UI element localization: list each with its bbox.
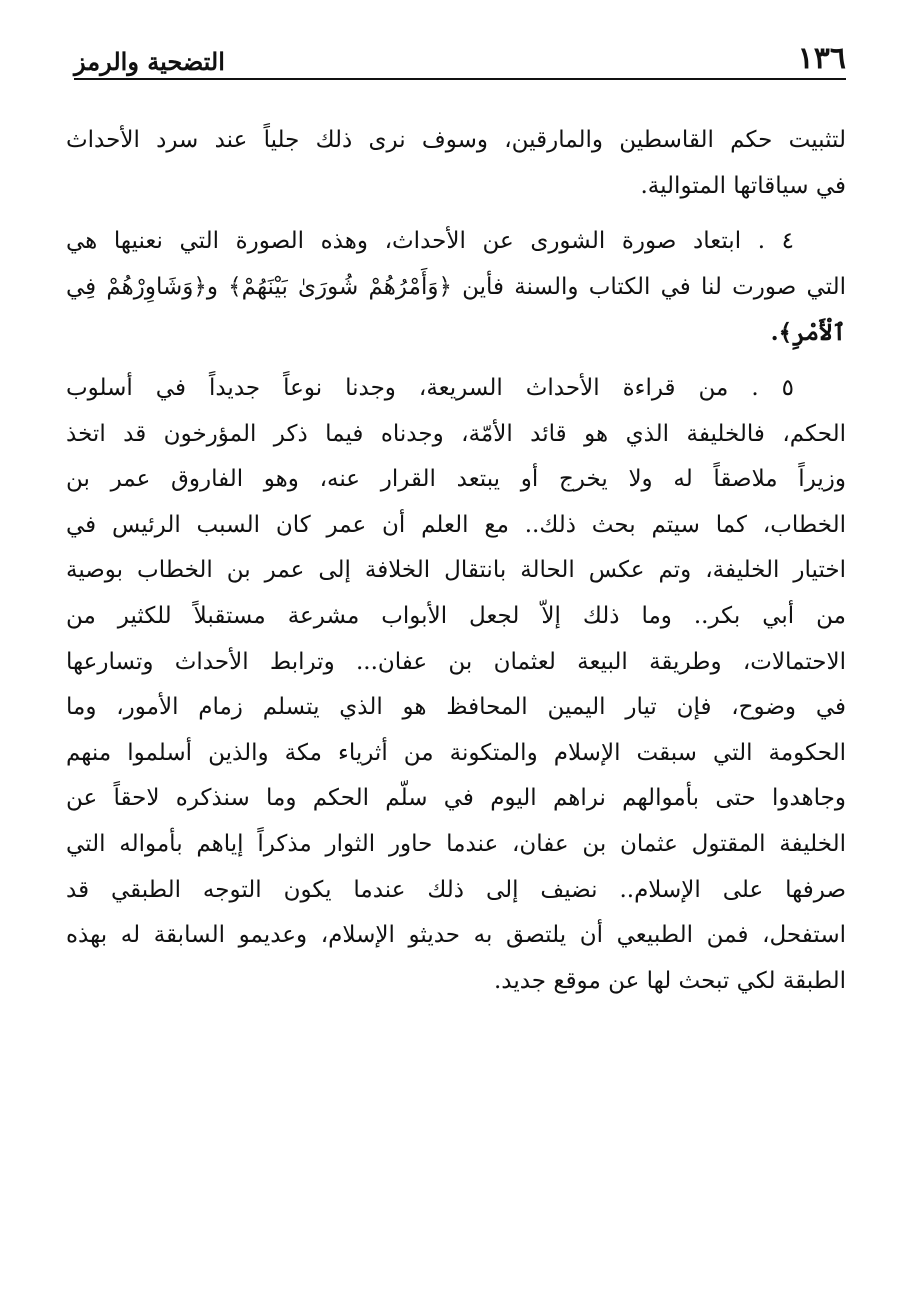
- paragraph-3: [66, 366, 846, 1004]
- text-line: ٥ . من قراءة الأحداث السريعة، وجدنا نوعاً جديداً في أسلوب: [66, 374, 794, 401]
- paragraph-2: [66, 219, 846, 356]
- text-line: في وضوح، فإن تيار اليمين المحافظ هو الذي يتسلم زمام الأمور، وما: [66, 694, 846, 721]
- text-line: اختيار الخليفة، وتم عكس الحالة بانتقال الخلافة إلى عمر بن الخطاب بوصية: [66, 557, 846, 584]
- text-line: التي صورت لنا في الكتاب والسنة فأين ﴿وَأَمْرُهُمْ شُورَىٰ بَيْنَهُمْ﴾ و﴿وَشَاوِرْهُمْ فِي: [66, 273, 846, 300]
- text-line: وزيراً ملاصقاً له ولا يخرج أو يبتعد القرار عنه، وهو الفاروق عمر بن: [66, 466, 846, 493]
- paragraph-1: [66, 118, 846, 209]
- text-line: من أبي بكر.. وما ذلك إلاّ لجعل الأبواب مشرعة مستقبلاً للكثير من: [66, 602, 846, 629]
- page-number: ١٣٦: [797, 41, 846, 76]
- body-text: [66, 118, 846, 1004]
- running-header: [74, 30, 846, 74]
- running-title: التضحية والرمز: [74, 47, 225, 76]
- text-line: الحكومة التي سبقت الإسلام والمتكونة من أثرياء مكة والذين أسلموا منهم: [66, 739, 846, 766]
- text-line: ٱلْأَمْرِ﴾.: [770, 319, 846, 347]
- text-line: لتثبيت حكم القاسطين والمارقين، وسوف نرى ذلك جلياً عند سرد الأحداث: [66, 127, 846, 153]
- text-line: الخليفة المقتول عثمان بن عفان، عندما حاور الثوار مذكراً إياهم بأمواله التي: [66, 830, 846, 857]
- text-line: صرفها على الإسلام.. نضيف إلى ذلك عندما يكون التوجه الطبقي قد: [66, 876, 846, 903]
- text-line: في سياقاتها المتوالية.: [640, 172, 846, 199]
- text-line: الطبقة لكي تبحث لها عن موقع جديد.: [493, 967, 846, 994]
- text-line: الحكم، فالخليفة الذي هو قائد الأمّة، وجدناه فيما ذكر المؤرخون قد اتخذ: [66, 420, 846, 447]
- text-line: الخطاب، كما سيتم بحث ذلك.. مع العلم أن عمر كان السبب الرئيس في: [66, 511, 846, 538]
- header-rule: [74, 78, 846, 80]
- text-line: ٤ . ابتعاد صورة الشورى عن الأحداث، وهذه الصورة التي نعنيها هي: [66, 228, 794, 255]
- text-line: الاحتمالات، وطريقة البيعة لعثمان بن عفان... وترابط الأحداث وتسارعها: [66, 648, 846, 675]
- text-line: وجاهدوا حتى بأموالهم نراهم اليوم في سلّم الحكم وما سنذكره لاحقاً عن: [66, 785, 846, 812]
- text-line: استفحل، فمن الطبيعي أن يلتصق به حديثو الإسلام، وعديمو السابقة له بهذه: [66, 922, 846, 949]
